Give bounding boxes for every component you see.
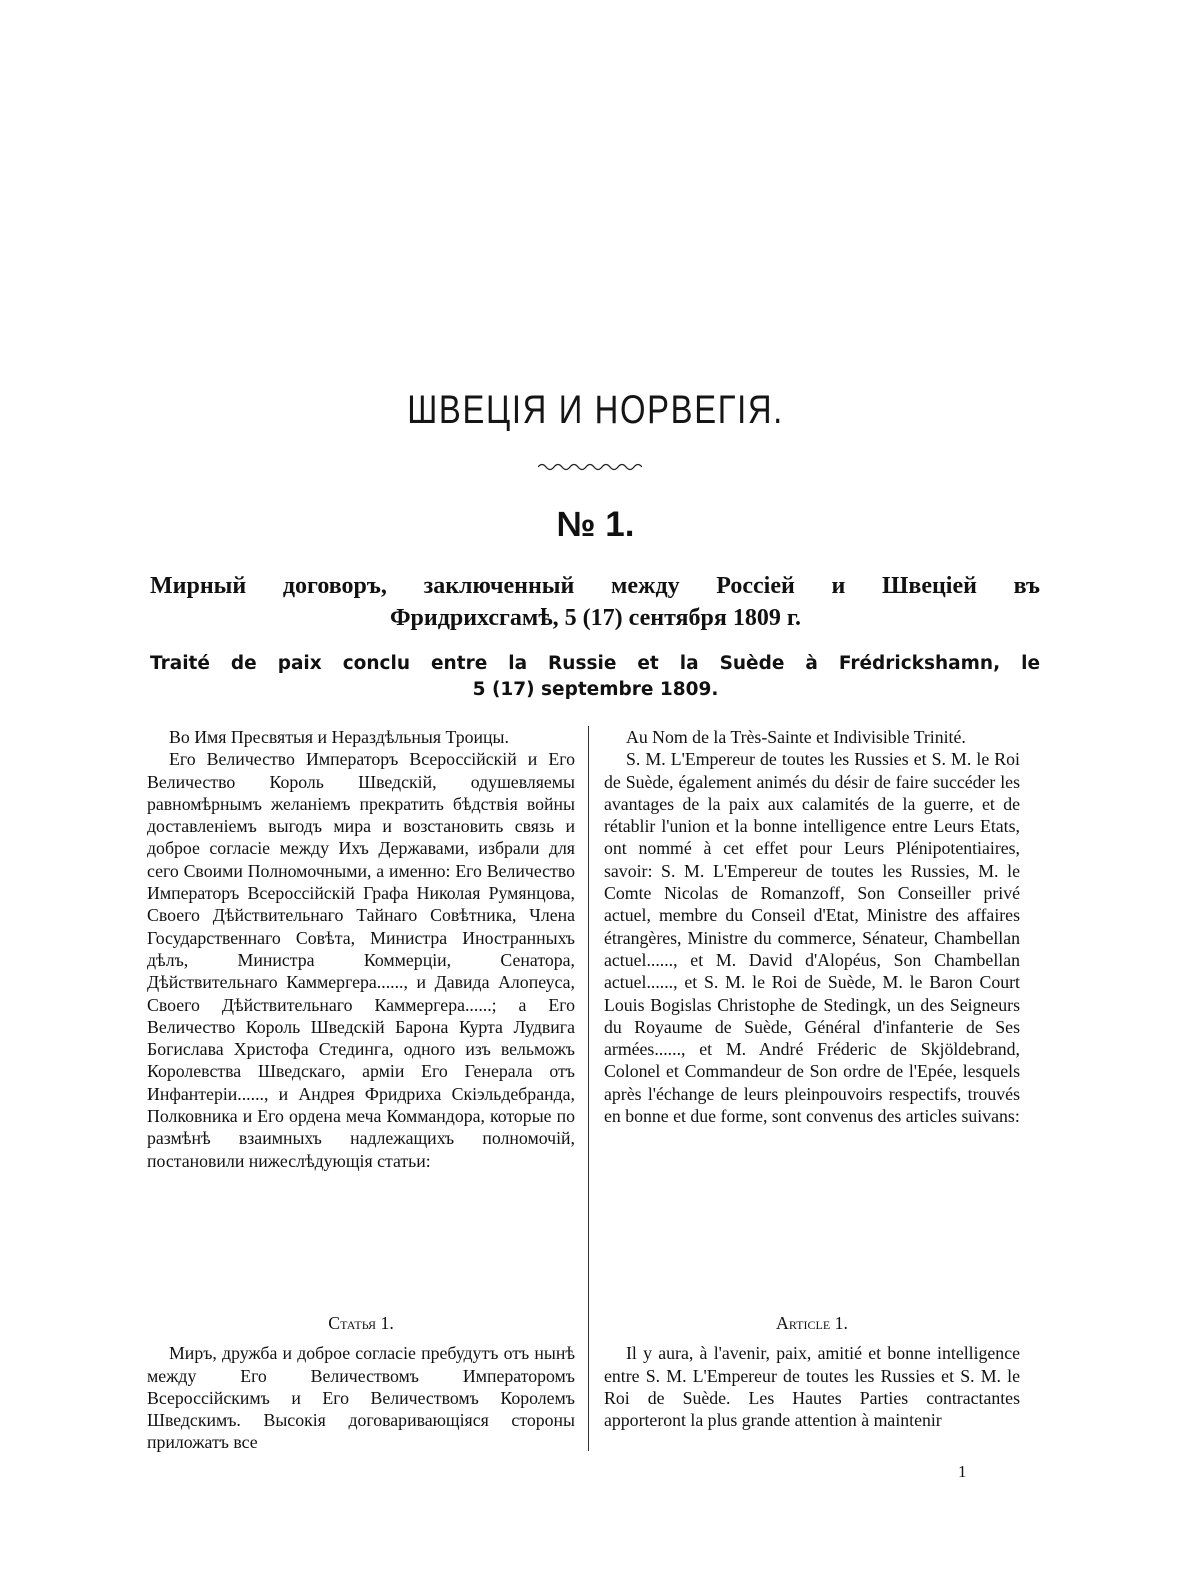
title-french-line-2: 5 (17) septembre 1809. [472, 679, 719, 700]
article-heading-ru: Статья 1. [328, 1313, 394, 1333]
article-text-fr: Il y aura, à l'avenir, paix, amitié et bonne intelligence entre S. M. L'Empereur de toutes les Russies et S. M. le Roi de Suède. Les Hautes Parties contractantes apporteront la plus grande attention à maintenir [604, 1343, 1020, 1431]
preamble-invocation-ru: Во Имя Пресвятыя и Нераздѣльныя Троицы. [169, 727, 509, 747]
preamble-parties-ru: Его Величество Императоръ Всероссійскій и Его Величество Король Шведскій, одушевляемы равномѣрнымъ желаніемъ прекратить бѣдствія войны доставленіемъ выгодъ мира и возстановить связь и доброе согласіе между Ихъ Державами, избрали для сего Своими Полномочными, а именно: Его Величество Императоръ Всероссійскій Графа Николая Румянцова, Своего Дѣйствительнаго Тайнаго Совѣтника, Члена Государственнаго Совѣта, Министра Иностранныхъ дѣлъ, Министра Коммерціи, Сенатора, Дѣйствительнаго Каммергера......, и Давида Алопеуса, Своего Дѣйствительнаго Каммергера......; а Его Величество Король Шведскій Барона Курта Лудвига Богислава Христофа Стединга, одного изъ вельможъ Королевства Шведскаго, арміи Его Генерала отъ Инфантеріи......, и Андрея Фридриха Скіэльдебранда, Полковника и Его ордена меча Коммандора, которые по размѣнѣ взаимныхъ надлежащихъ полномочій, постановили нижеслѣдующія статьи: [147, 749, 575, 1171]
section-title: ШВЕЦІЯ И НОРВЕГІЯ. [407, 388, 784, 432]
title-french-line-1: Traité de paix conclu entre la Russie et la Suède à Frédrickshamn, le [150, 653, 1040, 674]
article-heading-fr: Article 1. [776, 1313, 848, 1333]
article-1-fr [604, 1312, 1020, 1431]
title-russian-line-2: Фридрихсгамѣ, 5 (17) сентября 1809 г. [389, 605, 802, 631]
article-text-ru: Миръ, дружба и доброе согласіе пребудутъ отъ нынѣ между Его Величествомъ Императоромъ Всероссійскимъ и Его Величествомъ Королемъ Шведскимъ. Высокія договаривающіяся стороны приложатъ все [147, 1343, 575, 1453]
column-divider [588, 726, 589, 1451]
wavy-rule-ornament [538, 462, 642, 472]
page-number: 1 [958, 1462, 967, 1481]
preamble-invocation-fr: Au Nom de la Très-Sainte et Indivisible Trinité. [626, 727, 966, 747]
russian-column [147, 726, 575, 1172]
article-1-ru [147, 1312, 575, 1454]
title-russian-line-1: Мирный договоръ, заключенный между Россіей и Швеціей въ [150, 573, 1040, 599]
preamble-parties-fr: S. M. L'Empereur de toutes les Russies et S. M. le Roi de Suède, également animés du désir de faire succéder les avantages de la paix aux calamités de la guerre, et de rétablir l'union et la bonne intelligence entre Leurs Etats, ont nommé à cet effet pour Leurs Plénipotentiaires, savoir: S. M. L'Empereur de toutes les Russies, M. le Comte Nicolas de Romanzoff, Son Conseiller privé actuel, membre du Conseil d'Etat, Ministre des affaires étrangères, Ministre du commerce, Sénateur, Chambellan actuel......, et M. David d'Alopéus, Son Chambellan actuel......, et S. M. le Roi de Suède, M. le Baron Court Louis Bogislas Christophe de Stedingk, un des Seigneurs du Royaume de Suède, Général d'infanterie de Ses armées......, et M. André Fréderic de Skjöldebrand, Colonel et Commandeur de Son ordre de l'Epée, lesquels après l'échange de leurs pleinpouvoirs respectifs, trouvés en bonne et due forme, sont convenus des articles suivans: [604, 749, 1020, 1127]
french-column [604, 726, 1020, 1127]
document-number: № 1. [556, 505, 635, 544]
